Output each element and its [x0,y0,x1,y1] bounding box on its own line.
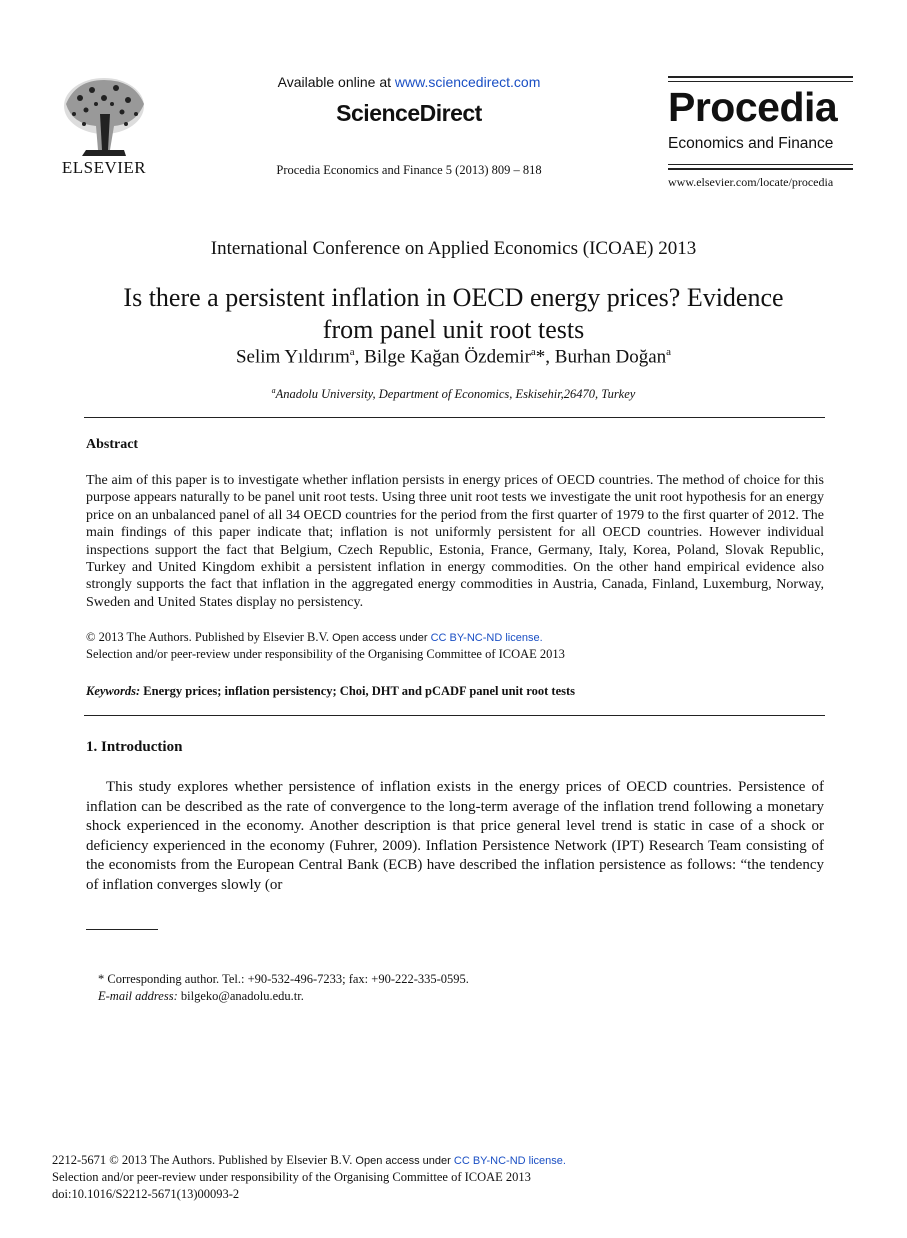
procedia-url[interactable]: www.elsevier.com/locate/procedia [668,175,834,189]
license-link[interactable]: CC BY-NC-ND license. [430,632,543,644]
introduction-body: This study explores whether persistence of inflation exists in the energy prices of OECD countries. Persistence of inflation can be described as the rate of convergence to the long-term average of the inflation trend following a monetary shock experienced in the economy. Another description is that price general level trend is static in case of a shock or deficiency experienced in the economy (Fuhrer, 2009). Inflation Persistence Network (IPT) Research Team consisting of the economists from the European Central Bank (ECB) have described the inflation persistence as follows: “the tendency of inflation converges slowly (or [86,779,824,893]
copyright-text: © 2013 The Authors. Published by Elsevier B.V. [86,630,330,644]
keywords-label: Keywords: [86,684,141,698]
introduction-heading: 1. Introduction [86,739,183,755]
keywords [86,684,824,699]
email-note [98,989,304,1004]
section-divider [84,715,825,716]
elsevier-wordmark: ELSEVIER [61,158,147,177]
affiliation-text: Anadolu University, Department of Economics, Eskisehir,26470, Turkey [275,387,636,402]
corresponding-author-note: * Corresponding author. Tel.: +90-532-496-7233; fax: +90-222-335-0595. [98,972,469,986]
author-affil-mark: a [349,346,355,358]
sciencedirect-link[interactable]: www.sciencedirect.com [394,74,541,90]
procedia-rule [668,81,853,82]
section-divider [84,417,825,418]
sciencedirect-logo: ScienceDirect [336,100,482,126]
footer-peer-review: Selection and/or peer-review under responsibility of the Organising Committee of ICOAE 2013 [52,1170,531,1184]
author-name: Burhan Doğan [554,346,667,368]
corresponding-mark: * [535,346,546,368]
author-affil-mark: a [666,346,672,358]
author-list [80,346,827,368]
paper-title [80,282,827,346]
journal-reference: Procedia Economics and Finance 5 (2013) 809 – 818 [276,163,542,177]
peer-review-notice: Selection and/or peer-review under responsibility of the Organising Committee of ICOAE 2013 [86,647,565,661]
available-prefix: Available online at [277,74,395,90]
author-separator: , [354,346,365,368]
author-name: Bilge Kağan Özdemir [364,346,531,368]
available-online [250,74,568,90]
open-access-text: Open access under [329,632,431,644]
title-line-2: from panel unit root tests [322,315,585,344]
copyright-notice [86,630,824,645]
procedia-title: Procedia [668,84,838,130]
author-affil-mark: a [530,346,536,358]
procedia-subtitle: Economics and Finance [668,135,834,152]
footer-open-access: Open access under [352,1155,454,1167]
email-label: E-mail address: [98,989,178,1003]
email-address[interactable]: bilgeko@anadolu.edu.tr. [177,989,304,1003]
footer-license-link[interactable]: CC BY-NC-ND license. [453,1155,566,1167]
conference-name: International Conference on Applied Economics (ICOAE) 2013 [210,238,697,259]
author-name: Selim Yıldırım [235,346,350,368]
footer-issn: 2212-5671 © 2013 The Authors. Published by Elsevier B.V. [52,1153,353,1167]
footer-doi[interactable]: doi:10.1016/S2212-5671(13)00093-2 [52,1187,240,1201]
footnote-divider [86,929,158,930]
procedia-rule [668,164,853,165]
affiliation-mark: a [271,386,276,395]
keywords-text: Energy prices; inflation persistency; Choi, DHT and pCADF panel unit root tests [140,684,576,698]
procedia-rule [668,168,853,170]
footer-copyright [52,1153,566,1168]
affiliation [80,386,827,402]
abstract-body: The aim of this paper is to investigate whether inflation persists in energy prices of OECD countries. The method of choice for this purpose appears naturally to be panel unit root tests. Using three unit root tests we investigate the unit root hypothesis for an energy price on an unbalanced panel of all 34 OECD countries for the period from the first quarter of 1979 to the first quarter of 2012. The main findings of this paper indicate that; inflation is not uniformly persistent for all OECD countries. However individual inspections support the fact that Belgium, Czech Republic, Estonia, France, Germany, Italy, Korea, Poland, Slovak Republic, Turkey and United Kingdom exhibit a persistent inflation in energy commodities. On the other hand empirical evidence also strongly supports the fact that inflation in the aggregated energy commodities in Austria, Canada, Finland, Luxemburg, Norway, Sweden and United States display no persistency. [86,473,824,610]
title-line-1: Is there a persistent inflation in OECD energy prices? Evidence [123,283,784,312]
abstract-heading: Abstract [86,437,139,452]
procedia-rule [668,76,853,78]
author-separator: , [545,346,555,368]
